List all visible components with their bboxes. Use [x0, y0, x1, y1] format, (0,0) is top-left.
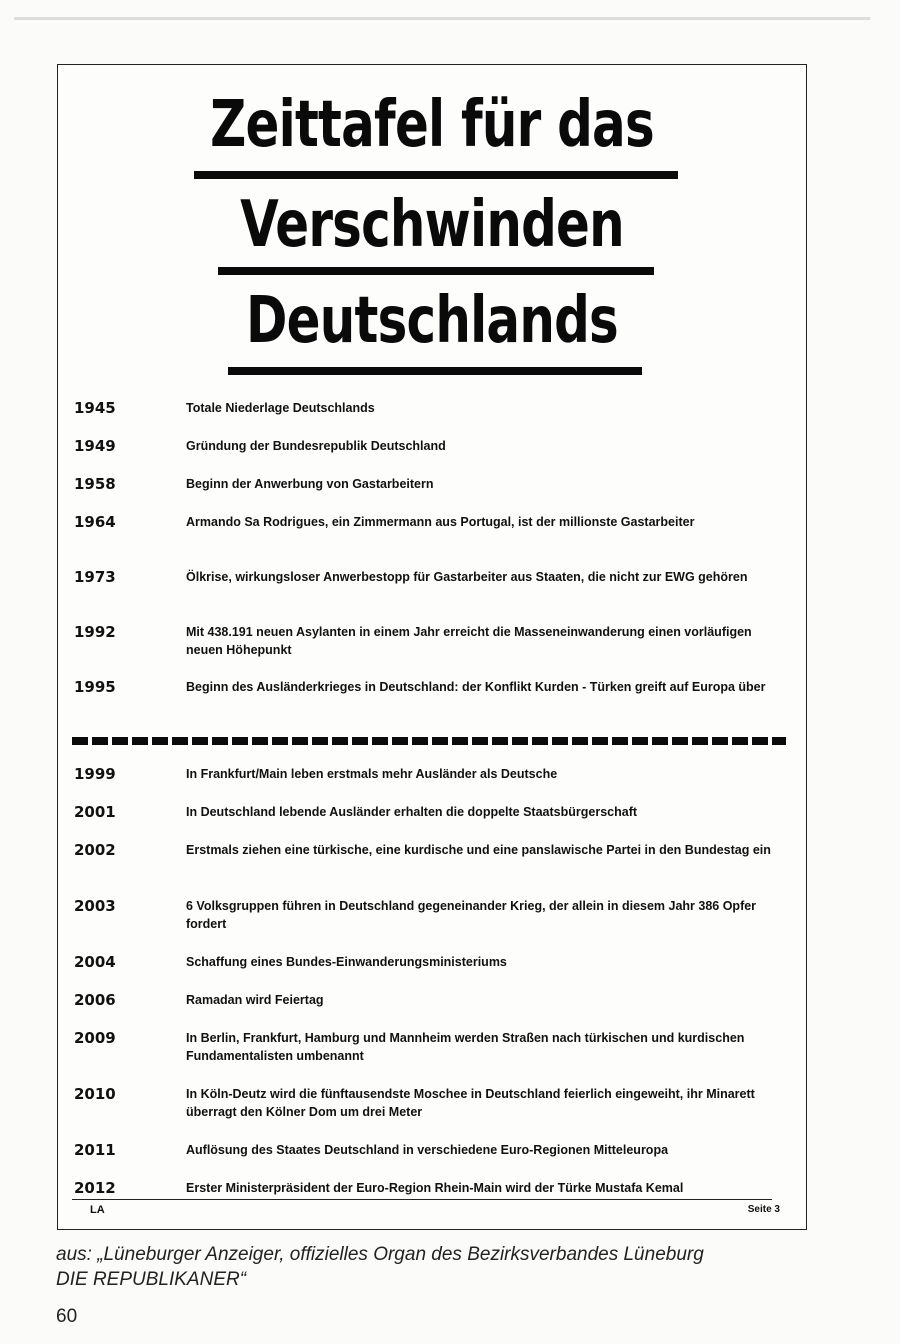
entry-year: 1958: [74, 475, 116, 493]
entry-year: 2009: [74, 1029, 116, 1047]
entry-year: 2002: [74, 841, 116, 859]
entry-text: Mit 438.191 neuen Asylanten in einem Jahr erreicht die Masseneinwanderung einen vorläufigen neuen Höhepunkt: [186, 625, 752, 657]
source-caption: [56, 1242, 856, 1292]
entry-year: 2011: [74, 1141, 116, 1159]
footer-page-label: Seite 3: [747, 1204, 780, 1215]
entry-year: 2004: [74, 953, 116, 971]
title-line-1: Zeittafel für das: [210, 88, 654, 162]
entry-text: Totale Niederlage Deutschlands: [186, 401, 375, 415]
clipping-frame: [57, 64, 807, 1230]
entry-year: 1964: [74, 513, 116, 531]
entry-text: Gründung der Bundesrepublik Deutschland: [186, 439, 446, 453]
entry-text: In Deutschland lebende Ausländer erhalten die doppelte Staatsbürgerschaft: [186, 805, 638, 819]
entry-text: Armando Sa Rodrigues, ein Zimmermann aus Portugal, ist der millionste Gastarbeiter: [186, 515, 695, 529]
entry-year: 1999: [74, 765, 116, 783]
last-entry-rule: [72, 1199, 772, 1200]
entry-text: Ölkrise, wirkungsloser Anwerbestopp für Gastarbeiter aus Staaten, die nicht zur EWG gehören: [186, 570, 748, 584]
entry-year: 2012: [74, 1179, 116, 1197]
entry-text: Erster Ministerpräsident der Euro-Region Rhein-Main wird der Türke Mustafa Kemal: [186, 1181, 684, 1195]
title-underline-3: [228, 367, 642, 375]
entry-text: In Köln-Deutz wird die fünftausendste Moschee in Deutschland feierlich eingeweiht, ihr Minarett überragt den Kölner Dom um drei Meter: [186, 1087, 755, 1119]
entry-text: Ramadan wird Feiertag: [186, 993, 324, 1007]
entry-year: 2006: [74, 991, 116, 1009]
entry-text: Beginn des Ausländerkrieges in Deutschland: der Konflikt Kurden - Türken greift auf Europa über: [186, 680, 766, 694]
entry-year: 2001: [74, 803, 116, 821]
top-rule: [14, 17, 870, 20]
entry-text: Schaffung eines Bundes-Einwanderungsministeriums: [186, 955, 507, 969]
page-number: 60: [56, 1306, 78, 1327]
dashed-separator: [72, 737, 786, 745]
entry-year: 1973: [74, 568, 116, 586]
source-line-1: aus: „Lüneburger Anzeiger, offizielles Organ des Bezirksverbandes Lüneburg: [56, 1244, 704, 1265]
entry-text: Beginn der Anwerbung von Gastarbeitern: [186, 477, 434, 491]
entry-text: Erstmals ziehen eine türkische, eine kurdische und eine panslawische Partei in den Bundestag ein: [186, 843, 771, 857]
title-line-2: Verschwinden: [240, 188, 624, 262]
title-line-3: Deutschlands: [246, 284, 618, 358]
footer-left: LA: [90, 1204, 105, 1216]
title-underline-2: [218, 267, 654, 275]
entry-text: Auflösung des Staates Deutschland in verschiedene Euro-Regionen Mitteleuropa: [186, 1143, 669, 1157]
entry-year: 1949: [74, 437, 116, 455]
entry-text: In Berlin, Frankfurt, Hamburg und Mannheim werden Straßen nach türkischen und kurdischen Fundamentalisten umbenannt: [186, 1031, 745, 1063]
entry-year: 1992: [74, 623, 116, 641]
title-underline-1: [194, 171, 678, 179]
entry-year: 1945: [74, 399, 116, 417]
source-line-2: DIE REPUBLIKANER“: [56, 1269, 247, 1290]
entry-year: 2003: [74, 897, 116, 915]
entry-year: 1995: [74, 678, 116, 696]
entry-year: 2010: [74, 1085, 116, 1103]
entry-text: In Frankfurt/Main leben erstmals mehr Ausländer als Deutsche: [186, 767, 558, 781]
entry-text: 6 Volksgruppen führen in Deutschland gegeneinander Krieg, der allein in diesem Jahr 386 Opfer fordert: [186, 899, 757, 931]
